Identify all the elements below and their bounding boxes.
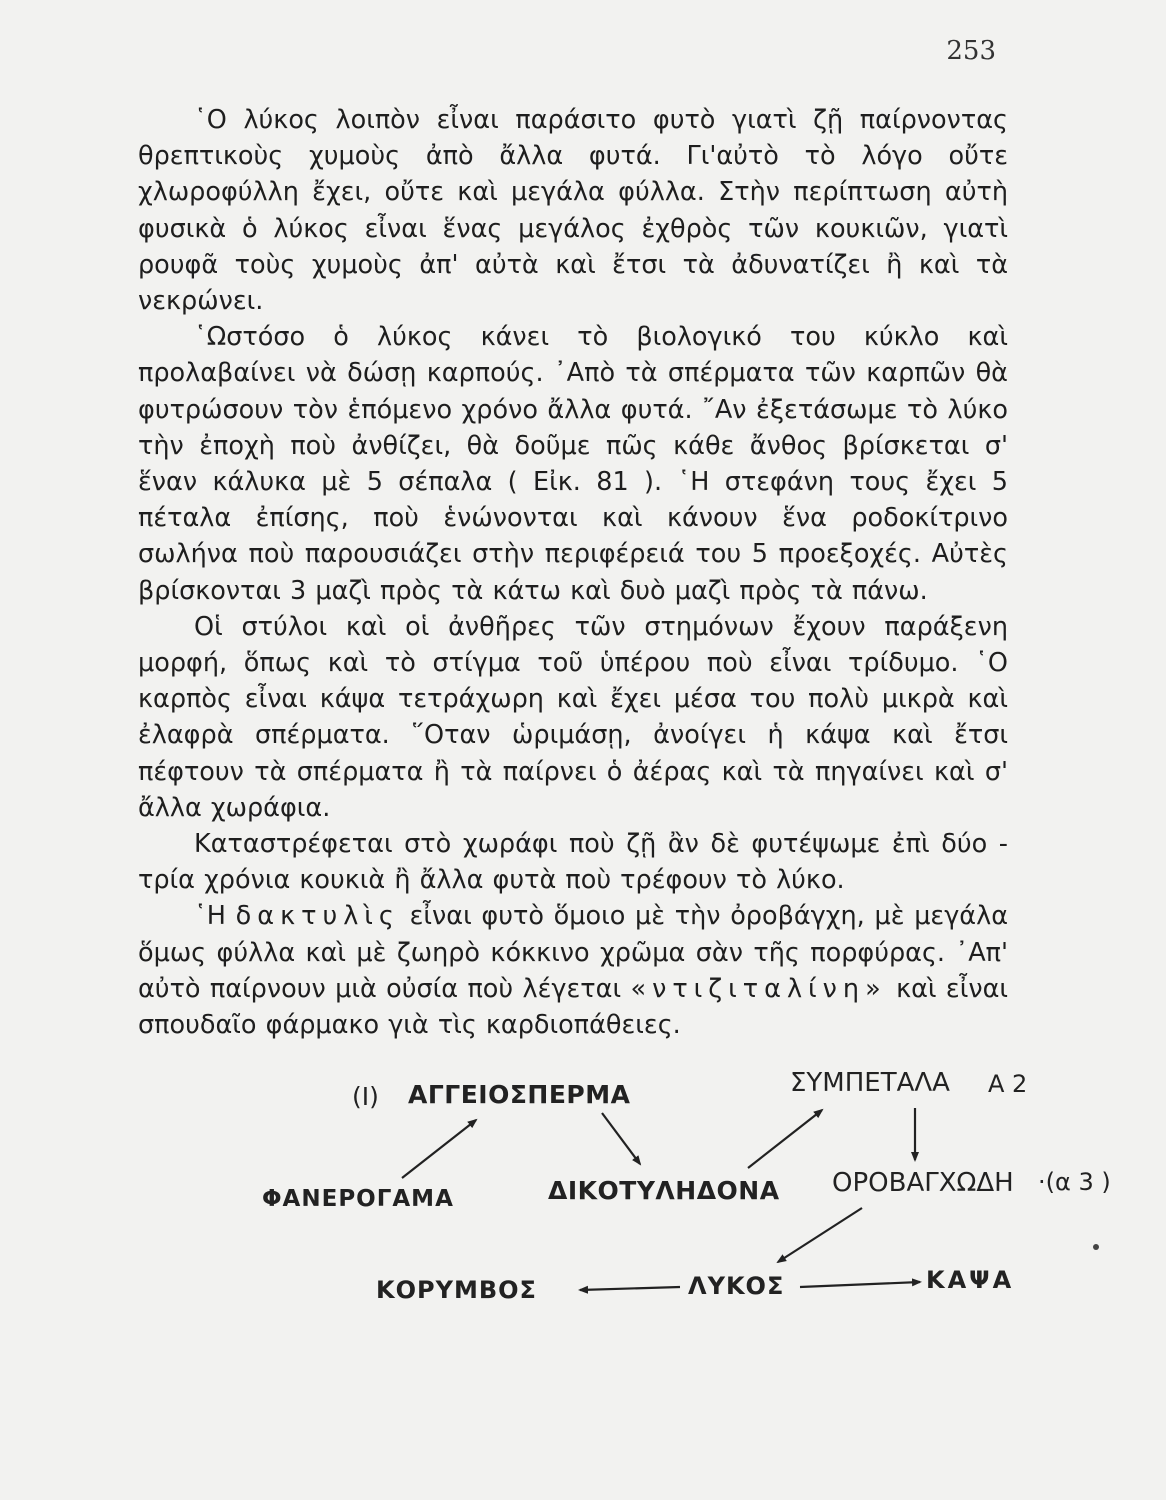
arrow-lykos-to-kapsa (800, 1282, 920, 1287)
node-sympetala: ΣΥΜΠΕΤΑΛΑ (790, 1068, 950, 1098)
daktylis-conclusion: καὶ εἶναι σπουδαῖο φάρμακο γιὰ τὶς καρδιοπάθειες. (138, 973, 1009, 1041)
angiosperma-prefix: (I) (352, 1082, 379, 1111)
arrow-angiosperma-to-dikotyledona (602, 1113, 640, 1164)
paragraph-lykos-flower: ῾Ωστόσο ὁ λύκος κάνει τὸ βιολογικό του κύκλο καὶ προλαβαίνει νὰ δώσῃ καρπούς. ᾿Απὸ τὰ σπέρματα τῶν καρπῶν θὰ φυτρώσουν τὸν ἑπόμενο χρόνο ἄλλα φυτά. ῎Αν ἐξετάσωμε τὸ λύκο τὴν ἐποχὴ ποὺ ἀνθίζει, θὰ δοῦμε πῶς κάθε ἄνθος βρίσκεται σ' ἕναν κάλυκα μὲ 5 σέπαλα ( Εἰκ. 81 ). ῾Η στεφάνη τους ἔχει 5 πέταλα ἐπίσης, ποὺ ἑνώνονται καὶ κάνουν ἕνα ροδοκίτρινο σωλήνα ποὺ παρουσιάζει στὴν περιφέρειά του 5 προεξοχές. Αὐτὲς βρίσκονται 3 μαζὶ πρὸς τὰ κάτω καὶ δυὸ μαζὶ πρὸς τὰ πάνω. (138, 322, 1008, 606)
arrow-dikotyledona-to-sympetala (748, 1110, 822, 1168)
page-number: 253 (946, 36, 996, 66)
node-orovagxodi: ΟΡΟΒΑΓΧΩΔΗ (832, 1168, 1014, 1198)
node-dikotyledona: ΔΙΚΟΤΥΛΗΔΟΝΑ (548, 1176, 780, 1205)
print-dot (1093, 1244, 1099, 1250)
arrow-orovagxodi-to-lykos (778, 1208, 862, 1262)
paragraph-lykos-fruit: Οἱ στύλοι καὶ οἱ ἀνθῆρες τῶν στημόνων ἔχουν παράξενη μορφή, ὅπως καὶ τὸ στίγμα τοῦ ὑπέρου ποὺ εἶναι τρίδυμο. ῾Ο καρπὸς εἶναι κάψα τετράχωρη καὶ ἔχει μέσα του πολὺ μικρὰ καὶ ἐλαφρὰ σπέρματα. ῞Οταν ὡριμάσῃ, ἀνοίγει ἡ κάψα καὶ ἔτσι πέφτουν τὰ σπέρματα ἢ τὰ παίρνει ὁ ἀέρας καὶ τὰ πηγαίνει καὶ σ' ἄλλα χωράφια. (138, 611, 1008, 823)
node-fanerogama: ΦΑΝΕΡΟΓΑΜΑ (262, 1186, 454, 1212)
daktylis-intro: ῾Η (194, 901, 226, 932)
node-kapsa: ΚΑΨΑ (926, 1266, 1015, 1294)
daktylis-term: δακτυλὶς (235, 901, 400, 932)
digitalin-term: «ντιζιταλίνη» (630, 973, 887, 1004)
node-angiosperma: ΑΓΓΕΙΟΣΠΕΡΜΑ (408, 1080, 631, 1109)
paragraph-lykos-parasite: ῾Ο λύκος λοιπὸν εἶναι παράσιτο φυτὸ γιατὶ ζῇ παίρνοντας θρεπτικοὺς χυμοὺς ἀπὸ ἄλλα φυτά. Γι'αὐτὸ τὸ λόγο οὔτε χλωροφύλλη ἔχει, οὔτε καὶ μεγάλα φύλλα. Στὴν περίπτωση αὐτὴ φυσικὰ ὁ λύκος εἶναι ἕνας μεγάλος ἐχθρὸς τῶν κουκιῶν, γιατὶ ρουφᾶ τοὺς χυμοὺς ἀπ' αὐτὰ καὶ ἔτσι τὰ ἀδυνατίζει ἢ καὶ τὰ νεκρώνει. (138, 105, 1008, 317)
arrow-lykos-to-korymvos (580, 1287, 680, 1290)
orovagxodi-code: ·(α 3 ) (1038, 1168, 1111, 1196)
node-lykos: ΛΥΚΟΣ (688, 1272, 785, 1300)
node-korymvos: ΚΟΡΥΜΒΟΣ (376, 1276, 537, 1304)
daktylis-description: εἶναι φυτὸ ὅμοιο μὲ τὴν ὀροβάγχη, μὲ μεγάλα ὅμως φύλλα καὶ μὲ ζωηρὸ κόκκινο χρῶμα σὰν τῆς πορφύρας. ᾿Απ' αὐτὸ παίρνουν μιὰ οὐσία ποὺ λέγεται (138, 901, 1008, 1004)
paragraph-lykos-control: Καταστρέφεται στὸ χωράφι ποὺ ζῇ ἂν δὲ φυτέψωμε ἐπὶ δύο - τρία χρόνια κουκιὰ ἢ ἄλλα φυτὰ ποὺ τρέφουν τὸ λύκο. (138, 829, 1008, 896)
arrow-fanerogama-to-angiosperma (402, 1120, 476, 1178)
sympetala-code: Α 2 (988, 1070, 1028, 1098)
